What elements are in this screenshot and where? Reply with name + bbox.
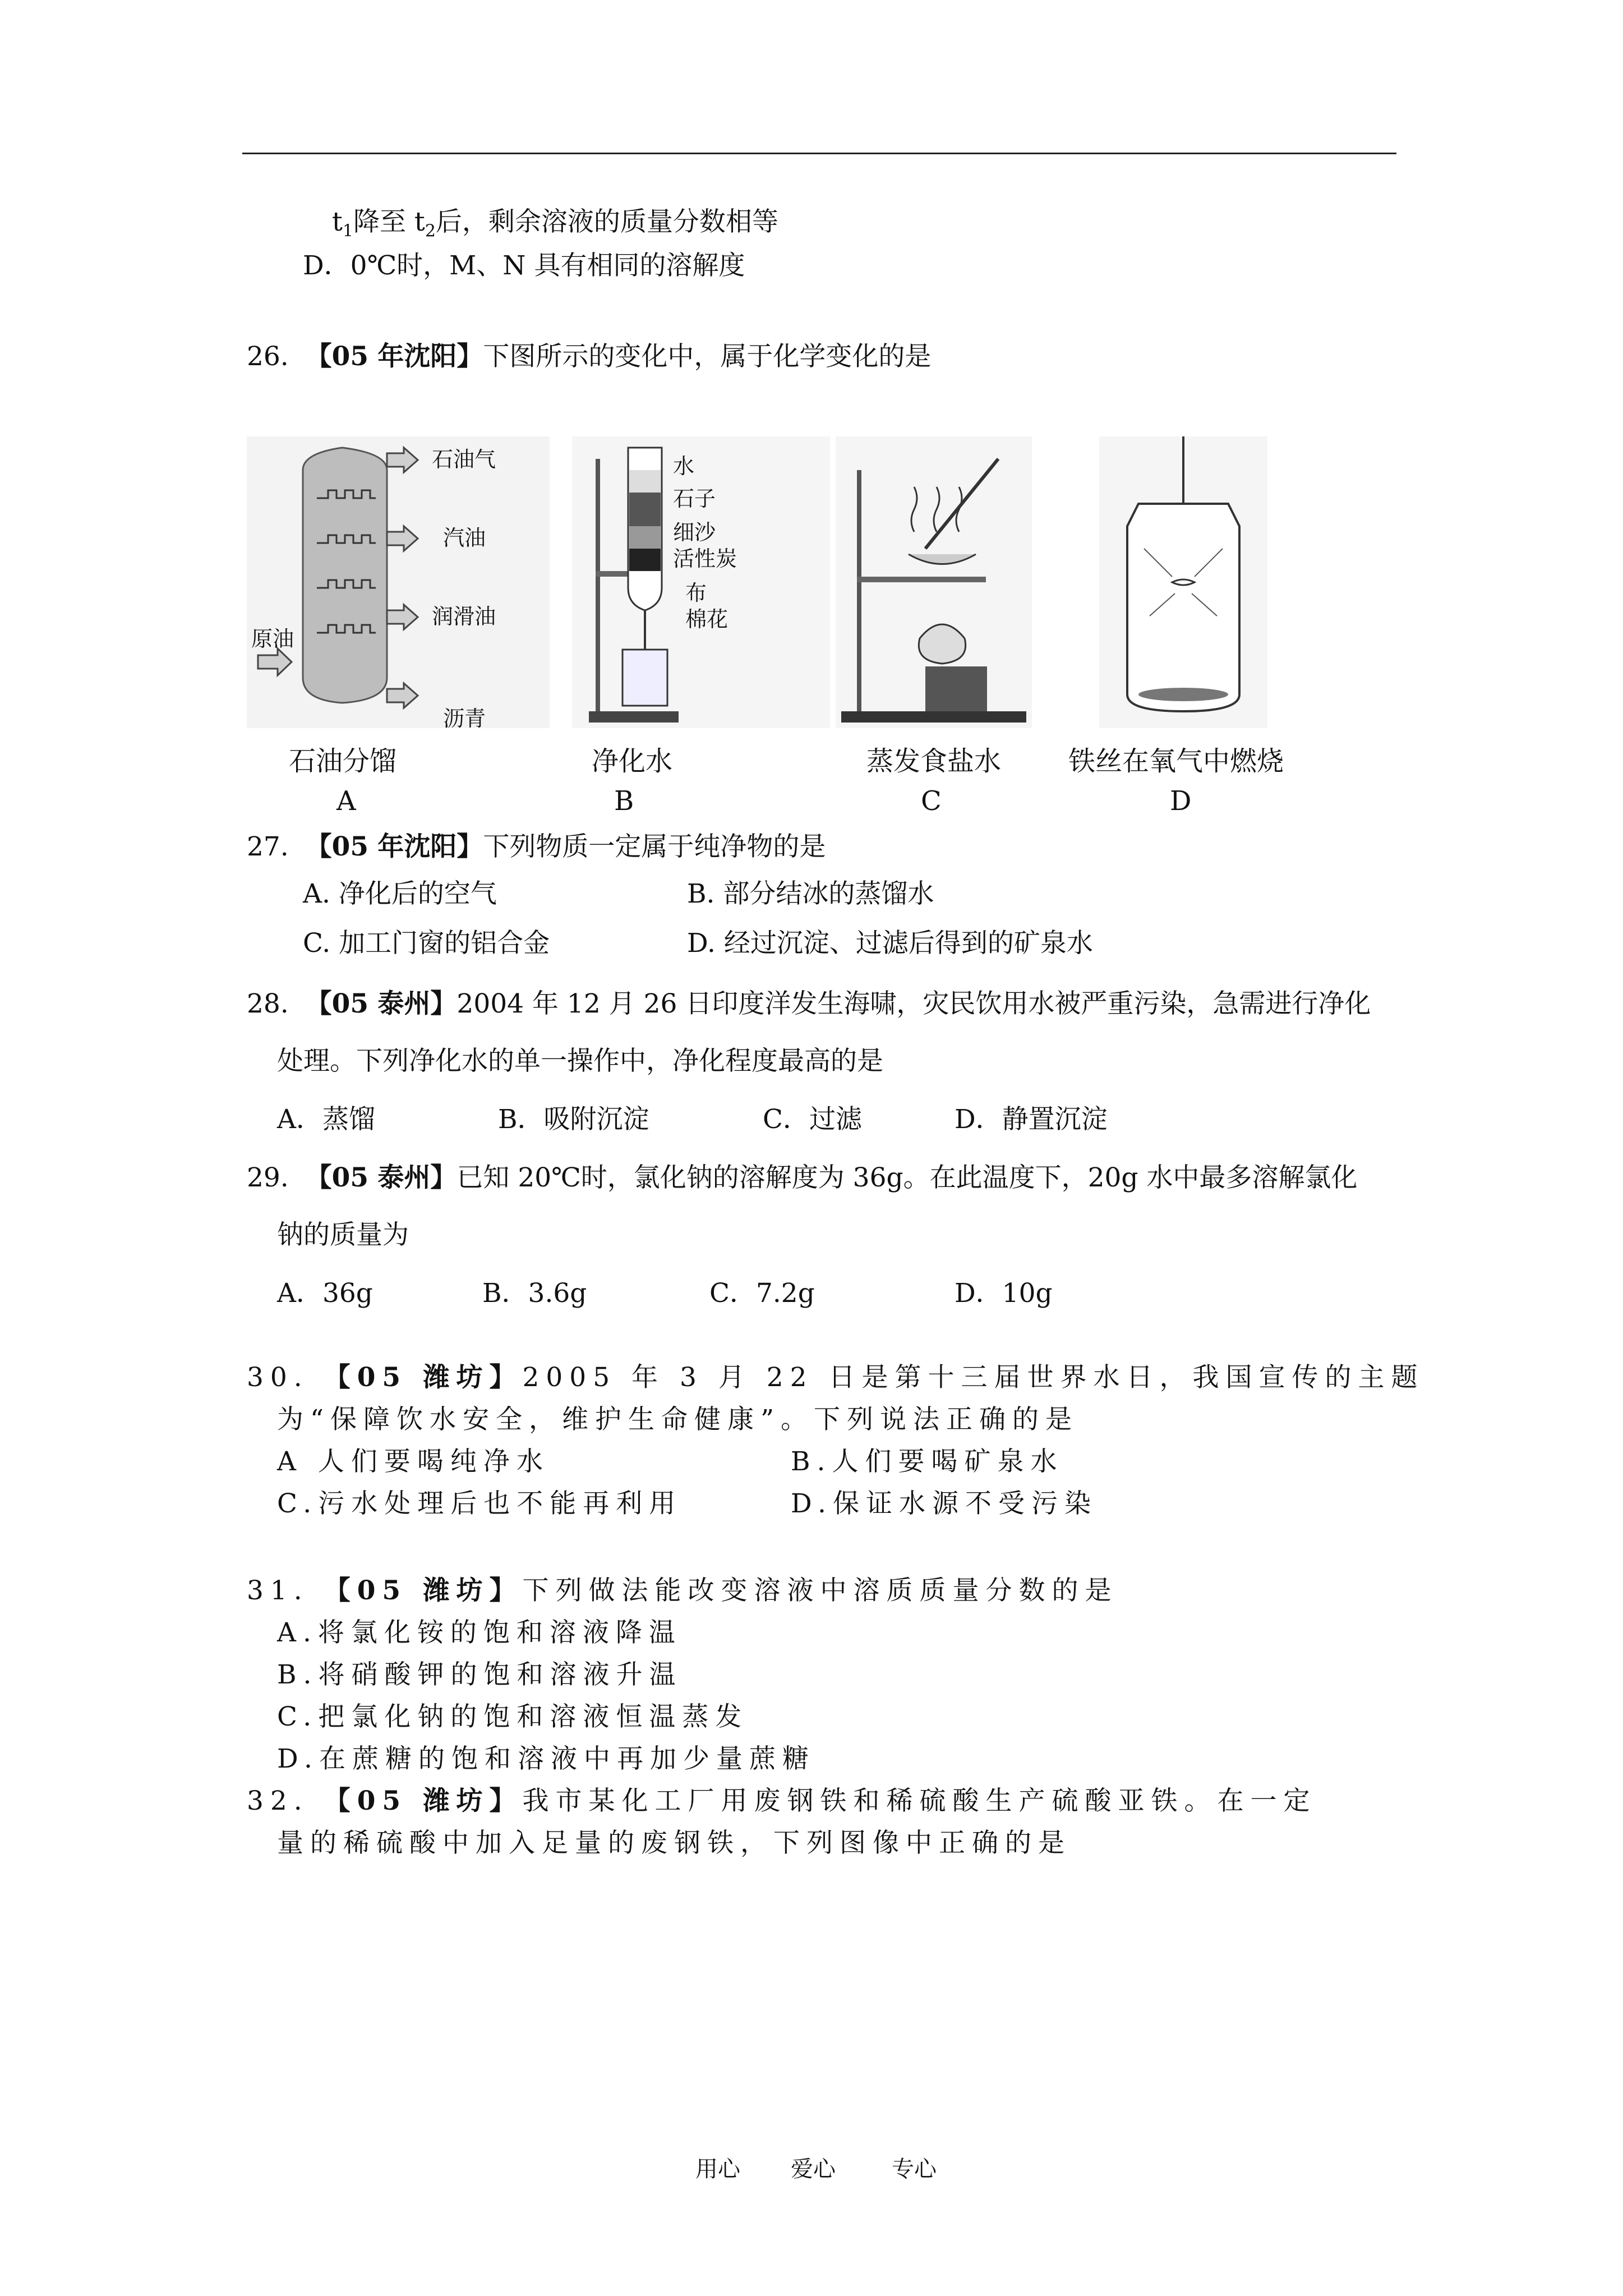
caption-d: 铁丝在氧气中燃烧 (1068, 746, 1284, 777)
footer-item-2: 爱心 (791, 2156, 836, 2182)
question-stem: 下列做法能改变溶液中溶质质量分数的是 (522, 1575, 1118, 1606)
question-30-stem-2: 为“保障饮水安全，维护生命健康”。下列说法正确的是 (277, 1404, 1079, 1435)
option-27b: B. 部分结冰的蒸馏水 (687, 878, 934, 909)
option-31a: A.将氯化铵的饱和溶液降温 (277, 1617, 682, 1648)
option-29c: C．7.2g (709, 1278, 815, 1309)
question-stem: 2004 年 12 月 26 日印度洋发生海啸，灾民饮用水被严重污染，急需进行净化 (457, 988, 1371, 1019)
question-stem: 2005 年 3 月 22 日是第十三届世界水日，我国宣传的主题 (522, 1362, 1424, 1393)
option-27d: D. 经过沉淀、过滤后得到的矿泉水 (687, 928, 1093, 959)
label-crude-oil: 原油 (251, 627, 294, 651)
letter-d: D (1170, 785, 1192, 817)
question-tag: 【05 泰州】 (305, 988, 457, 1019)
footer-item-1: 用心 (695, 2156, 740, 2182)
label-cotton: 棉花 (685, 607, 728, 632)
intro-line-2: D．0℃时，M、N 具有相同的溶解度 (303, 250, 745, 281)
label-petroleum-gas: 石油气 (432, 447, 496, 472)
caption-a: 石油分馏 (289, 746, 397, 777)
question-tag: 【05 年沈阳】 (305, 341, 483, 372)
question-number: 27. (247, 831, 289, 862)
option-27c: C. 加工门窗的铝合金 (303, 928, 550, 959)
figure-evaporation (836, 436, 1032, 728)
option-30b: B.人们要喝矿泉水 (791, 1446, 1064, 1477)
option-28d: D．静置沉淀 (955, 1104, 1108, 1135)
question-number: 26. (247, 341, 289, 372)
question-28 (247, 988, 1371, 1020)
footer-item-3: 专心 (892, 2156, 937, 2182)
option-29d: D．10g (955, 1278, 1053, 1309)
option-30d: D.保证水源不受污染 (791, 1488, 1098, 1519)
letter-b: B (614, 785, 634, 817)
option-30a: A 人们要喝纯净水 (277, 1446, 550, 1477)
option-29a: A．36g (277, 1278, 373, 1309)
question-28-stem-2: 处理。下列净化水的单一操作中，净化程度最高的是 (277, 1046, 883, 1076)
question-26 (247, 341, 931, 372)
option-28a: A．蒸馏 (277, 1104, 375, 1135)
question-number: 28. (247, 988, 289, 1019)
option-28c: C．过滤 (763, 1104, 862, 1135)
question-29-stem-2: 钠的质量为 (277, 1220, 409, 1250)
option-27a: A. 净化后的空气 (303, 878, 497, 909)
option-28b: B．吸附沉淀 (498, 1104, 649, 1135)
question-tag: 【05 年沈阳】 (305, 831, 483, 862)
question-29 (247, 1162, 1357, 1194)
question-number: 32. (247, 1786, 309, 1816)
question-tag: 【05 泰州】 (305, 1162, 457, 1193)
figure-petroleum-distillation (247, 436, 550, 728)
label-stones: 石子 (673, 486, 716, 511)
option-31c: C.把氯化钠的饱和溶液恒温蒸发 (277, 1701, 749, 1732)
label-activated-carbon: 活性炭 (673, 546, 737, 571)
question-number: 31. (247, 1575, 309, 1606)
header-rule (242, 153, 1396, 154)
question-30 (247, 1362, 1424, 1393)
question-stem: 下列物质一定属于纯净物的是 (483, 831, 826, 862)
caption-b: 净化水 (592, 746, 673, 777)
option-29b: B．3.6g (482, 1278, 587, 1309)
label-lubricant: 润滑油 (432, 604, 496, 629)
question-tag: 【05 潍坊】 (324, 1575, 523, 1606)
question-stem: 下图所示的变化中，属于化学变化的是 (483, 341, 932, 372)
question-number: 29. (247, 1162, 289, 1193)
label-fine-sand: 细沙 (673, 520, 716, 545)
label-asphalt: 沥青 (443, 706, 486, 731)
label-water: 水 (673, 454, 695, 478)
letter-a: A (336, 785, 356, 817)
caption-c: 蒸发食盐水 (866, 746, 1002, 777)
intro-line-1: $t_1$降至 $t_2$后，剩余溶液的质量分数相等 (332, 206, 778, 241)
question-stem: 我市某化工厂用废钢铁和稀硫酸生产硫酸亚铁。在一定 (522, 1786, 1317, 1816)
figure-iron-burning (1099, 436, 1267, 728)
question-tag: 【05 潍坊】 (324, 1362, 523, 1393)
question-stem: 已知 20℃时，氯化钠的溶解度为 36g。在此温度下，20g 水中最多溶解氯化 (457, 1162, 1358, 1193)
label-cloth: 布 (685, 581, 707, 605)
question-tag: 【05 潍坊】 (324, 1786, 523, 1816)
option-31b: B.将硝酸钾的饱和溶液升温 (277, 1659, 683, 1690)
question-31 (247, 1575, 1118, 1607)
label-gasoline: 汽油 (443, 526, 486, 550)
question-27 (247, 831, 826, 863)
letter-c: C (921, 785, 942, 817)
option-31d: D.在蔗糖的饱和溶液中再加少量蔗糖 (277, 1743, 815, 1774)
option-30c: C.污水处理后也不能再利用 (277, 1488, 683, 1519)
question-32 (247, 1786, 1316, 1817)
question-number: 30. (247, 1362, 309, 1393)
question-32-stem-2: 量的稀硫酸中加入足量的废钢铁，下列图像中正确的是 (277, 1828, 1071, 1858)
